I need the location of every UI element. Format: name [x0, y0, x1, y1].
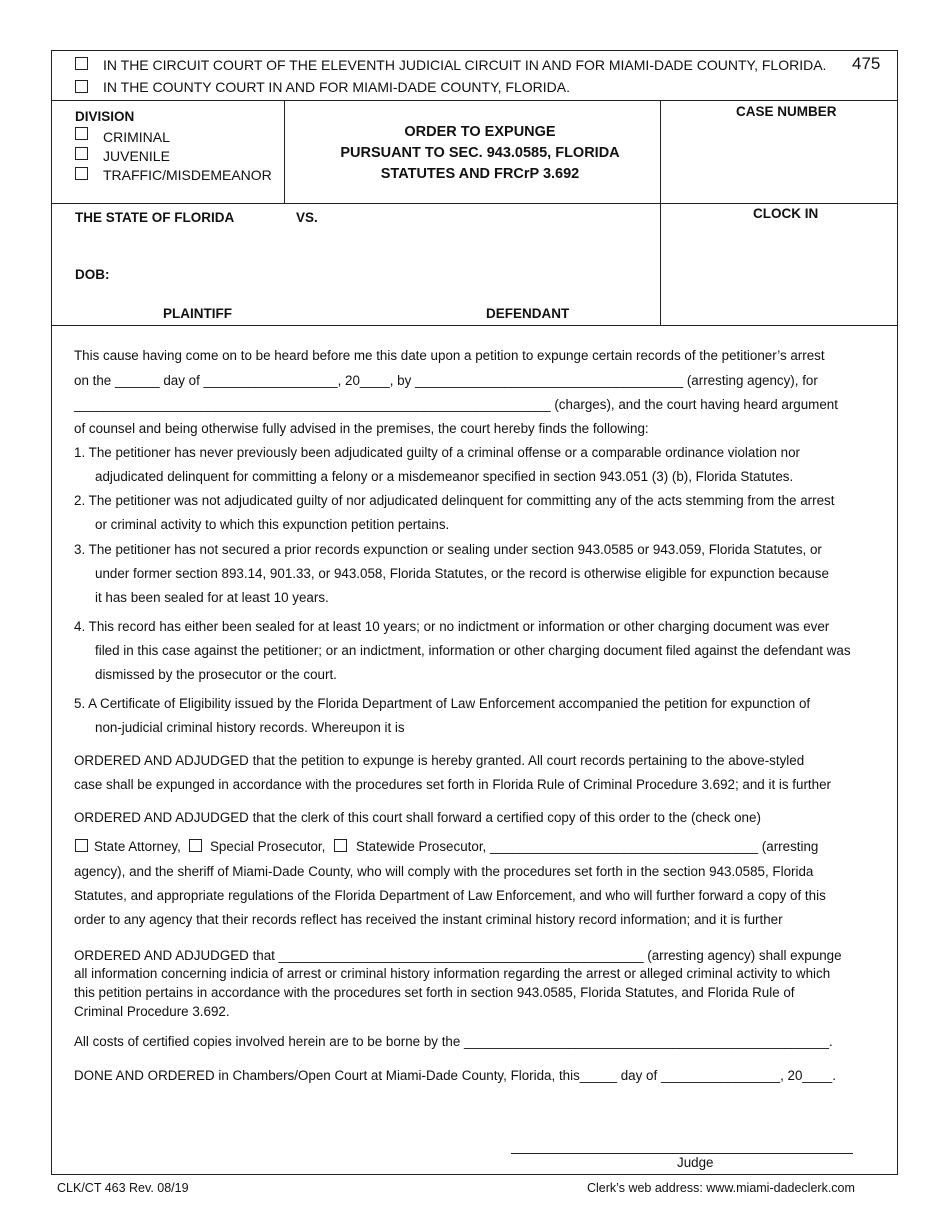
finding-2-cont: or criminal activity to which this expunction petition pertains.: [95, 517, 450, 532]
order-1: ORDERED AND ADJUDGED that the petition to expunge is hereby granted. All court records pertaining to the above-styled: [74, 753, 805, 768]
intro-line: This cause having come on to be heard before me this date upon a petition to expunge certain records of the petitioner’s arrest: [74, 348, 825, 363]
finding-1: 1. The petitioner has never previously been adjudicated guilty of a criminal offense or a comparable ordinance violation nor: [74, 445, 801, 460]
judge-label: Judge: [677, 1155, 714, 1170]
intro-line: ________________________________________________________________ (charges), and the court having heard argument: [74, 397, 838, 412]
juvenile-checkbox[interactable]: [75, 147, 88, 160]
finding-2: 2. The petitioner was not adjudicated guilty of nor adjudicated delinquent for committing any of the acts stemming from the arrest: [74, 493, 835, 508]
finding-3-cont: under former section 893.14, 901.33, or 943.058, Florida Statutes, or the record is otherwise eligible for expunction because: [95, 566, 829, 581]
plaintiff-label: PLAINTIFF: [163, 306, 232, 321]
state-attorney-label: State Attorney,: [94, 839, 181, 854]
clerk-web-address: Clerk’s web address: www.miami-dadeclerk.com: [587, 1181, 855, 1195]
finding-5: 5. A Certificate of Eligibility issued by the Florida Department of Law Enforcement accompanied the petition for expunction of: [74, 696, 811, 711]
vs-label: VS.: [296, 210, 318, 225]
traffic-misdemeanor-label: TRAFFIC/MISDEMEANOR: [103, 167, 272, 183]
done-ordered-line: DONE AND ORDERED in Chambers/Open Court at Miami-Dade County, Florida, this_____ day of ________________, 20____.: [74, 1068, 836, 1083]
traffic-misdemeanor-checkbox[interactable]: [75, 167, 88, 180]
county-court-label: IN THE COUNTY COURT IN AND FOR MIAMI-DADE COUNTY, FLORIDA.: [103, 79, 570, 95]
finding-3-cont: it has been sealed for at least 10 years.: [95, 590, 329, 605]
intro-line: of counsel and being otherwise fully advised in the premises, the court hereby finds the following:: [74, 421, 649, 436]
defendant-label: DEFENDANT: [486, 306, 570, 321]
clock-in-label: CLOCK IN: [753, 206, 819, 221]
criminal-checkbox[interactable]: [75, 127, 88, 140]
finding-4-cont: dismissed by the prosecutor or the court.: [95, 667, 337, 682]
judge-signature-line[interactable]: [511, 1153, 853, 1154]
order-3: ORDERED AND ADJUDGED that _________________________________________________ (arresting agency) shall expunge: [74, 948, 842, 963]
special-prosecutor-checkbox[interactable]: [189, 839, 202, 852]
county-court-checkbox[interactable]: [75, 80, 88, 93]
form-number: 475: [852, 54, 881, 73]
finding-1-cont: adjudicated delinquent for committing a felony or a misdemeanor specified in section 943.051 (3) (b), Florida Statutes.: [95, 469, 794, 484]
case-number-label: CASE NUMBER: [736, 104, 837, 119]
intro-line: on the ______ day of __________________, 20____, by ____________________________________ (arresting agency), for: [74, 373, 818, 388]
title-line-2: PURSUANT TO SEC. 943.0585, FLORIDA: [340, 145, 620, 161]
title-line-1: ORDER TO EXPUNGE: [404, 124, 556, 140]
form-revision: CLK/CT 463 Rev. 08/19: [57, 1181, 189, 1195]
title-line-3: STATUTES AND FRCrP 3.692: [380, 166, 580, 182]
statewide-prosecutor-label: Statewide Prosecutor, ____________________________________ (arresting: [356, 839, 819, 854]
order-3-cont: all information concerning indicia of arrest or criminal history information regarding the arrest or alleged criminal activity to which: [74, 966, 831, 981]
statewide-prosecutor-checkbox[interactable]: [334, 839, 347, 852]
order-1-cont: case shall be expunged in accordance with the procedures set forth in Florida Rule of Criminal Procedure 3.692; and it is further: [74, 777, 831, 792]
divider: [51, 203, 898, 204]
state-attorney-checkbox[interactable]: [75, 839, 88, 852]
finding-4: 4. This record has either been sealed for at least 10 years; or no indictment or information or other charging document was ever: [74, 619, 830, 634]
divider: [51, 325, 898, 326]
order-3-cont: this petition pertains in accordance with the procedures set forth in section 943.0585, Florida Statutes, and Florida Rule of: [74, 985, 795, 1000]
special-prosecutor-label: Special Prosecutor,: [210, 839, 326, 854]
divider: [51, 100, 898, 101]
circuit-court-label: IN THE CIRCUIT COURT OF THE ELEVENTH JUDICIAL CIRCUIT IN AND FOR MIAMI-DADE COUNTY, FLORIDA.: [103, 57, 827, 73]
dob-label: DOB:: [75, 267, 110, 282]
division-label: DIVISION: [75, 109, 135, 124]
order-2-cont: agency), and the sheriff of Miami-Dade County, who will comply with the procedures set forth in the section 943.0585, Florida: [74, 864, 814, 879]
finding-3: 3. The petitioner has not secured a prior records expunction or sealing under section 943.0585 or 943.059, Florida Statutes, or: [74, 542, 822, 557]
order-2-cont: order to any agency that their records reflect has received the instant criminal history record information; and it is further: [74, 912, 783, 927]
circuit-court-checkbox[interactable]: [75, 57, 88, 70]
order-3-cont: Criminal Procedure 3.692.: [74, 1004, 230, 1019]
costs-line: All costs of certified copies involved herein are to be borne by the _________________________________________________.: [74, 1034, 833, 1049]
finding-4-cont: filed in this case against the petitioner; or an indictment, information or other charging document filed against the defendant was: [95, 643, 851, 658]
criminal-label: CRIMINAL: [103, 129, 170, 145]
document-title: [285, 122, 675, 185]
juvenile-label: JUVENILE: [103, 148, 170, 164]
state-label: THE STATE OF FLORIDA: [75, 210, 235, 225]
finding-5-cont: non-judicial criminal history records. Whereupon it is: [95, 720, 405, 735]
order-2: ORDERED AND ADJUDGED that the clerk of this court shall forward a certified copy of this order to the (check one): [74, 810, 761, 825]
order-2-cont: Statutes, and appropriate regulations of the Florida Department of Law Enforcement, and who will further forward a copy of this: [74, 888, 826, 903]
